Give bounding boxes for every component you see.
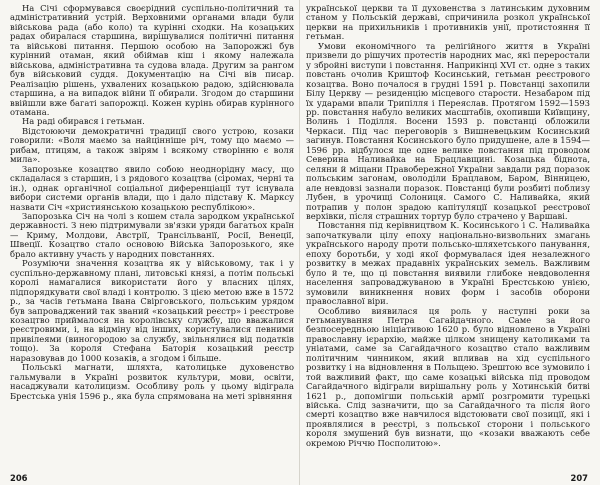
right-continuation: української церкви та її духовенства з латинським духовним станом у Польській державі, спричинила розкол української церкви на прихильників і противників унії, протистояння її гетьман.	[306, 4, 590, 42]
left-page	[10, 4, 294, 471]
left-paragraph: На Січі сформувався своєрідний суспільно-політичний та адміністративний устрій. Верховними органами влади були військова рада (або коло) та курінні сходки. На козацьких радах обиралася старшина, вирішувалися політичні питання та військові питання. Першою особою на Запорожжі був курінний отаман, який обіймав кіш і якому належала військова, адміністративна та судова влада. Другим за рангом був військовий суддя. Документацію на Січі вів писар. Реалізацію рішень, ухвалених козацькою радою, здійснювала старшина, а на випадок війни її обирали. Згодом до старшини ввійшли вже багаті запорожці. Кожен курінь обирав курінного отамана.	[10, 4, 294, 117]
right-paragraph: Повстання під керівництвом К. Косинського і С. Наливайка започаткували цілу епоху національно-визвольних змагань українського народу проти польсько-шляхетського панування, епоху боротьби, у ході якої формувалася ідея незалежного розвитку в межах прадавніх українських земель. Важливим було й те, що ці повстання виявили глибоке невдоволення населення запроваджуваною в Україні Брестською унією, зумовили виникнення нових форм і засобів оборони православної віри.	[306, 220, 590, 307]
right-page-number: 207	[570, 473, 588, 483]
left-paragraph: Відстоюючи демократичні традиції свого устрою, козаки говорили: «Воля маємо за найцінніше річ, тому що маємо — рибам, птицям, а також звірям і всякому створінню є воля мила».	[10, 125, 294, 165]
right-paragraph: Умови економічного та релігійного життя в Україні призвели до рішучих протестів народних мас, які переростали у збройні виступи і повстання. Наприкінці XVI ст. одне з таких повстань очолив Криштоф Косинський, гетьман реєстрового козацтва. Воно почалося в грудні 1591 р. Повстанці захопили Білу Церкву — резиденцію місцевого старости. Незабаром під їх ударами впали Трипілля і Переяслав. Протягом 1592—1593 рр. повстання набуло великих масштабів, охопивши Київщину, Волинь і Поділля. Восени 1593 р. повстанці обложили Черкаси. Під час переговорів з Вишневецьким Косинський загинув. Повстання Косинського було придушене, але в 1594—1596 рр. відбулося ще одне велике повстання під проводом Северина Наливайка на Брацлавщині. Козацька біднота, селяни й міщани Правобережної України завдали ряд поразок польським загонам, оволоділи Брацлавом, Баром, Вінницею, але невдовзі зазнали поразок. Повстанці були розбиті поблизу Лубен, в урочищі Солониця. Самого С. Наливайка, який потрапив у полон зрадою капітуляції козацької реєстрової верхівки, після страшних тортур було страчено у Варшаві.	[306, 40, 590, 221]
left-paragraph: На раді обирався і гетьман.	[22, 116, 145, 127]
left-paragraph: Запорозька Січ на чолі з кошем стала зародком української державності. З нею підтримували зв'язки уряди багатьох країн — Криму, Молдови, Австрії, Трансільванії, Росії, Венеції, Швеції. Козацтво стало основою Війська Запорозького, яке брало активну участь у народних повстаннях.	[10, 210, 294, 259]
right-paragraph: Особливо виявилася ця роль у наступні роки за гетьманування Петра Сагайдачного. Саме за його безпосередньою ініціативою 1620 р. було відновлено в Україні православну ієрархію, майже цілком знищену католиками та уніатами, саме за Сагайдачного козацтво стало важливим політичним чинником, який впливав на хід суспільного розвитку і на відновлення в Польщею. Зрештою все зумовило і той важливий факт, що саме козацькі війська під проводом Сагайдачного відіграли вирішальну роль у Хотинській битві 1621 р., допомігши польській армії розгромити турецькі війська. Слід зазначити, що за Сагайдачного та після його смерті козацтво вже навчилося відстоювати свої позиції, які і проявлялися в реєстрі, з польської сторони і польського короля змушений був визнати, що «козаки вважають себе окремою Річчю Посполитою».	[306, 305, 590, 448]
left-paragraph: Польські магнати, шляхта, католицьке духовенство гальмували в Україні розвиток культури, мови, освіти, насаджували католицизм. Особливу роль у цьому відіграла Брестська унія 1596 р., яка була спрямована на меті зрівняння	[10, 362, 294, 401]
left-paragraph: Розуміючи значення козацтва як у військовому, так і у суспільно-державному плані, литовські князі, а потім польські королі намагалися використати його у власних цілях, підпорядкувати свої владі і контролю. З цією метою вже в 1572 р., за часів гетьмана Івана Свірговського, польським урядом був запроваджений так званий «козацький реєстр» і реєстрове козацтво приймалося на королівську службу, що вважалися реєстровими, і, на відміну від інших, користувалися певними привілеями (виногородою за службу, звільнялися від податків тощо). За короля Стефана Баторія козацький реєстр наразовував до 1000 козаків, а згодом і більше.	[10, 258, 294, 363]
gutter-divider	[299, 0, 300, 485]
left-page-number: 206	[10, 473, 28, 483]
left-paragraph: Запорозьке козацтво явило собою неоднорідну масу, що складалася з старшин, і з рядового козацтва (сіромах, черні та ін.), однак органічної соціальної диференціації тут існувала вибори системи органів влади, що і дало підставу К. Марксу назвати Січ «християнською козацькою республікою».	[10, 163, 294, 212]
right-page	[306, 4, 590, 471]
